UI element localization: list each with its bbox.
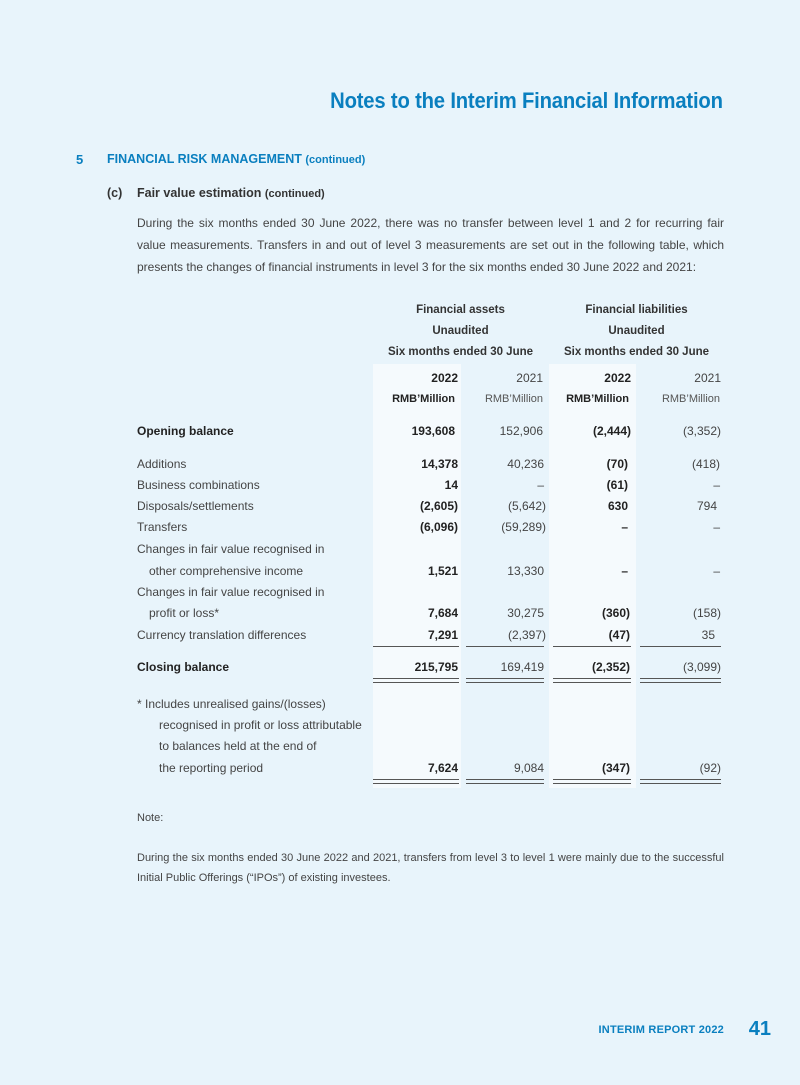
cell-value: (3,099) [682,660,721,674]
total-rule [640,783,721,784]
cell-value: (2,352) [591,660,630,674]
cell-value: (92) [699,761,721,775]
col-year-4: 2021 [694,371,721,385]
cell-value: 40,236 [507,457,544,471]
subsection-title-text: Fair value estimation [137,186,262,200]
row-label-footnote-3: to balances held at the end of [159,739,317,753]
cell-value: (347) [601,761,630,775]
col-year-1: 2022 [431,371,458,385]
cell-value: – [713,564,720,578]
row-label-changes-pl-1: Changes in fair value recognised in [137,585,325,599]
intro-paragraph: During the six months ended 30 June 2022, there was no transfer between level 1 and 2 for recurring fair value measurements. Transfers in and out of level 3 measurements are set out in the following table, which presents the changes of financial instruments in level 3 for the six months ended 30 June 2022 and 2021: [137,216,724,274]
group-header-liab-title: Financial liabilities [585,304,688,316]
cell-value: – [621,520,628,534]
cell-value: 9,084 [513,761,544,775]
total-rule [553,678,631,679]
note-text: During the six months ended 30 June 2022 and 2021, transfers from level 3 to level 1 were mainly due to the successful Initial Public Offerings (“IPOs”) of existing investees. [137,852,724,884]
cell-value: (47) [608,628,630,642]
subtotal-rule [640,646,721,647]
cell-value: 13,330 [507,564,544,578]
total-rule [640,682,721,683]
total-rule [466,682,544,683]
total-rule [466,678,544,679]
cell-value: (2,605) [419,499,458,513]
col-unit-1: RMB’Million [392,393,455,405]
row-label-footnote-2: recognised in profit or loss attributable [159,718,362,732]
cell-value: (3,352) [682,424,721,438]
total-rule [640,678,721,679]
row-label-additions: Additions [137,457,187,471]
group-header-assets-status: Unaudited [432,325,489,337]
cell-value: 215,795 [414,660,458,674]
section-number: 5 [76,152,84,167]
cell-value: – [537,478,544,492]
cell-value: (2,397) [507,628,546,642]
cell-value: 7,684 [427,606,458,620]
cell-value: (59,289) [501,520,546,534]
subtotal-rule [553,646,631,647]
col-unit-3: RMB’Million [566,393,629,405]
row-label-changes-oci-2: other comprehensive income [149,564,304,578]
total-rule [373,783,459,784]
subsection-letter: (c) [107,186,123,200]
group-header-liab-status: Unaudited [608,325,665,337]
footer-report-title: INTERIM REPORT 2022 [598,1024,724,1036]
cell-value: (2,444) [592,424,631,438]
subsection-continued: (continued) [264,188,325,200]
row-label-closing-balance: Closing balance [137,660,230,674]
section-title-text: FINANCIAL RISK MANAGEMENT [107,152,302,166]
section-continued: (continued) [305,154,366,166]
col-unit-2: RMB’Million [484,393,543,405]
cell-value: 35 [701,628,715,642]
row-label-opening-balance: Opening balance [137,424,234,438]
section-title [107,152,365,166]
subtotal-rule [466,646,544,647]
cell-value: (418) [691,457,720,471]
cell-value: 14,378 [421,457,458,471]
cell-value: 630 [607,499,628,513]
total-rule [373,779,459,780]
cell-value: (360) [601,606,630,620]
cell-value: 794 [696,499,717,513]
total-rule [373,678,459,679]
total-rule [553,779,631,780]
group-header-assets-title: Financial assets [416,304,505,316]
cell-value: 193,608 [411,424,455,438]
cell-value: – [713,520,720,534]
col-unit-4: RMB’Million [661,393,720,405]
subsection-title [137,186,325,200]
col-year-2: 2021 [516,371,543,385]
total-rule [640,779,721,780]
cell-value: (6,096) [419,520,458,534]
cell-value: (5,642) [507,499,546,513]
row-label-disposals: Disposals/settlements [137,499,254,513]
cell-value: 1,521 [427,564,458,578]
total-rule [373,682,459,683]
row-label-footnote-4: the reporting period [159,761,264,775]
cell-value: 152,906 [499,424,543,438]
cell-value: – [713,478,720,492]
row-label-footnote-1: * Includes unrealised gains/(losses) [137,697,326,711]
total-rule [466,783,544,784]
cell-value: 7,291 [427,628,458,642]
total-rule [466,779,544,780]
cell-value: (61) [606,478,628,492]
group-header-liab-period: Six months ended 30 June [563,346,710,358]
cell-value: 30,275 [507,606,544,620]
row-label-changes-pl-2: profit or loss* [149,606,220,620]
page-title: Notes to the Interim Financial Information [330,88,723,113]
note-label: Note: [137,812,164,824]
subtotal-rule [373,646,459,647]
group-header-assets-period: Six months ended 30 June [387,346,534,358]
col-year-3: 2022 [604,371,631,385]
cell-value: (158) [692,606,721,620]
cell-value: 7,624 [427,761,458,775]
row-label-transfers: Transfers [137,520,188,534]
cell-value: – [621,564,628,578]
total-rule [553,682,631,683]
row-label-business-combinations: Business combinations [137,478,260,492]
cell-value: (70) [606,457,628,471]
cell-value: 169,419 [500,660,544,674]
row-label-currency-translation: Currency translation differences [137,628,307,642]
total-rule [553,783,631,784]
row-label-changes-oci-1: Changes in fair value recognised in [137,542,325,556]
cell-value: 14 [444,478,458,492]
page-number: 41 [748,1018,771,1040]
